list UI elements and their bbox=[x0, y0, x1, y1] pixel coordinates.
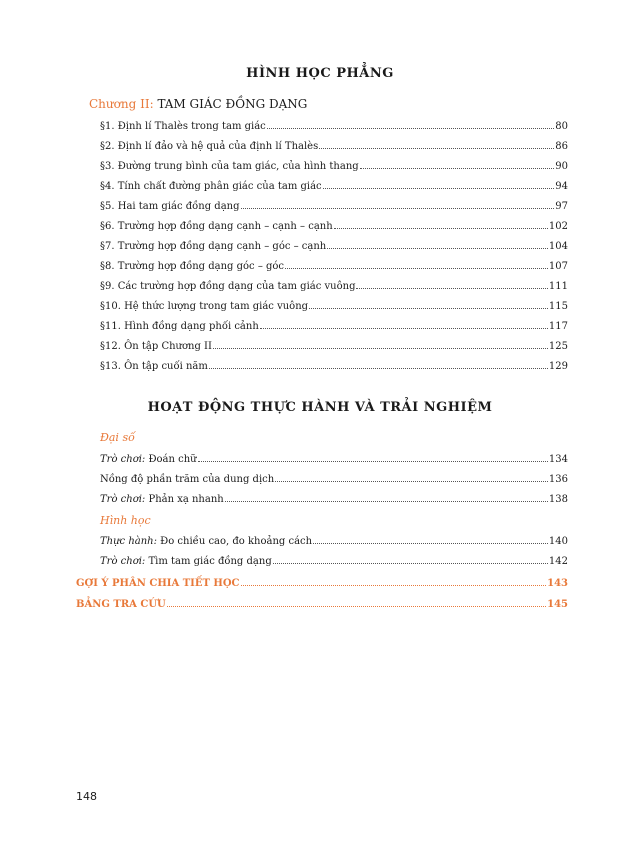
toc-leader bbox=[319, 139, 554, 149]
toc-item bbox=[100, 259, 568, 272]
toc-item-page: 90 bbox=[555, 161, 568, 172]
toc-item bbox=[100, 472, 568, 485]
toc-item-page: 129 bbox=[548, 361, 568, 372]
subsection-algebra: Đại số bbox=[100, 431, 135, 444]
toc-item-title: §4. Tính chất đường phân giác của tam giác bbox=[100, 181, 322, 192]
toc-leader bbox=[167, 597, 546, 607]
toc-leader bbox=[241, 576, 547, 586]
toc-leader bbox=[327, 239, 548, 249]
toc-item bbox=[100, 452, 568, 465]
toc-item-title: §13. Ôn tập cuối năm bbox=[100, 361, 208, 372]
toc-item-page: 104 bbox=[548, 241, 568, 252]
chapter-heading bbox=[89, 97, 307, 111]
toc-leader bbox=[334, 219, 548, 229]
toc-leader bbox=[241, 199, 555, 209]
toc-item-prefix: Trò chơi: bbox=[100, 494, 146, 505]
toc-item-page: 111 bbox=[548, 281, 568, 292]
toc-item bbox=[100, 119, 568, 132]
toc-item bbox=[100, 359, 568, 372]
toc-item-title: BẢNG TRA CỨU bbox=[76, 599, 166, 610]
toc-item-page: 145 bbox=[547, 599, 568, 610]
toc-item-prefix: Trò chơi: bbox=[100, 454, 146, 465]
toc-item-page: 94 bbox=[555, 181, 568, 192]
toc-item bbox=[100, 534, 568, 547]
section-title-activities: HOẠT ĐỘNG THỰC HÀNH VÀ TRẢI NGHIỆM bbox=[147, 400, 493, 415]
toc-leader bbox=[360, 159, 555, 169]
toc-item-title: Đo chiều cao, đo khoảng cách bbox=[156, 536, 313, 547]
toc-leader bbox=[198, 452, 548, 462]
toc-item-page: 125 bbox=[548, 341, 568, 352]
subsection-geometry: Hình học bbox=[100, 514, 151, 527]
toc-item-page: 136 bbox=[548, 474, 568, 485]
toc-item bbox=[100, 279, 568, 292]
toc-item bbox=[100, 339, 568, 352]
toc-item-title: Phản xạ nhanh bbox=[145, 494, 224, 505]
toc-item-page: 142 bbox=[548, 556, 568, 567]
toc-leader bbox=[313, 534, 548, 544]
toc-item-page: 117 bbox=[548, 321, 568, 332]
toc-item-page: 138 bbox=[548, 494, 568, 505]
toc-item bbox=[100, 179, 568, 192]
toc-item-page: 134 bbox=[548, 454, 568, 465]
toc-item bbox=[100, 199, 568, 212]
toc-item-title: §10. Hệ thức lượng trong tam giác vuông bbox=[100, 301, 309, 312]
toc-item-page: 97 bbox=[555, 201, 568, 212]
toc-item-title: Tìm tam giác đồng dạng bbox=[145, 556, 272, 567]
toc-item-title: §2. Định lí đảo và hệ quả của định lí Thalès bbox=[100, 141, 319, 152]
toc-item-page: 115 bbox=[548, 301, 568, 312]
section-title-geometry: HÌNH HỌC PHẲNG bbox=[246, 66, 394, 81]
toc-item bbox=[100, 299, 568, 312]
toc-item-page: 80 bbox=[555, 121, 568, 132]
toc-item-page: 143 bbox=[547, 578, 568, 589]
toc-item-prefix: Thực hành: bbox=[100, 536, 157, 547]
toc-item bbox=[100, 159, 568, 172]
toc-leader bbox=[267, 119, 554, 129]
toc-leader bbox=[225, 492, 548, 502]
toc-leader bbox=[260, 319, 548, 329]
toc-item bbox=[100, 139, 568, 152]
toc-item bbox=[100, 319, 568, 332]
toc-leader bbox=[285, 259, 548, 269]
toc-item-title: §7. Trường hợp đồng dạng cạnh – góc – cạnh bbox=[100, 241, 327, 252]
toc-leader bbox=[275, 472, 548, 482]
toc-appendix-item bbox=[76, 597, 568, 610]
chapter-title: TAM GIÁC ĐỒNG DẠNG bbox=[153, 97, 308, 111]
toc-item-title: GỢI Ý PHÂN CHIA TIẾT HỌC bbox=[76, 578, 240, 589]
toc-leader bbox=[309, 299, 548, 309]
toc-item-title: §9. Các trường hợp đồng dạng của tam giác vuông bbox=[100, 281, 356, 292]
toc-item bbox=[100, 492, 568, 505]
toc-appendix-item bbox=[76, 576, 568, 589]
toc-item bbox=[100, 554, 568, 567]
toc-item-title: §11. Hình đồng dạng phối cảnh bbox=[100, 321, 259, 332]
toc-item-title: §8. Trường hợp đồng dạng góc – góc bbox=[100, 261, 285, 272]
toc-item-page: 102 bbox=[548, 221, 568, 232]
toc-leader bbox=[209, 359, 548, 369]
toc-leader bbox=[356, 279, 547, 289]
toc-item bbox=[100, 219, 568, 232]
toc-leader bbox=[273, 554, 548, 564]
toc-item-page: 86 bbox=[555, 141, 568, 152]
toc-item-page: 107 bbox=[548, 261, 568, 272]
toc-item-title: Đoán chữ bbox=[145, 454, 197, 465]
toc-item-title: §3. Đường trung bình của tam giác, của hình thang bbox=[100, 161, 359, 172]
toc-item-title: §5. Hai tam giác đồng dạng bbox=[100, 201, 240, 212]
toc-item-title: §12. Ôn tập Chương II bbox=[100, 341, 212, 352]
toc-item-prefix: Trò chơi: bbox=[100, 556, 146, 567]
toc-item bbox=[100, 239, 568, 252]
toc-leader bbox=[323, 179, 555, 189]
toc-item-title: Nồng độ phần trăm của dung dịch bbox=[100, 474, 275, 485]
toc-item-page: 140 bbox=[548, 536, 568, 547]
page-number: 148 bbox=[76, 790, 97, 803]
toc-item-title: §6. Trường hợp đồng dạng cạnh – cạnh – cạnh bbox=[100, 221, 333, 232]
toc-leader bbox=[213, 339, 548, 349]
chapter-label: Chương II: bbox=[89, 97, 154, 111]
toc-item-title: §1. Định lí Thalès trong tam giác bbox=[100, 121, 266, 132]
